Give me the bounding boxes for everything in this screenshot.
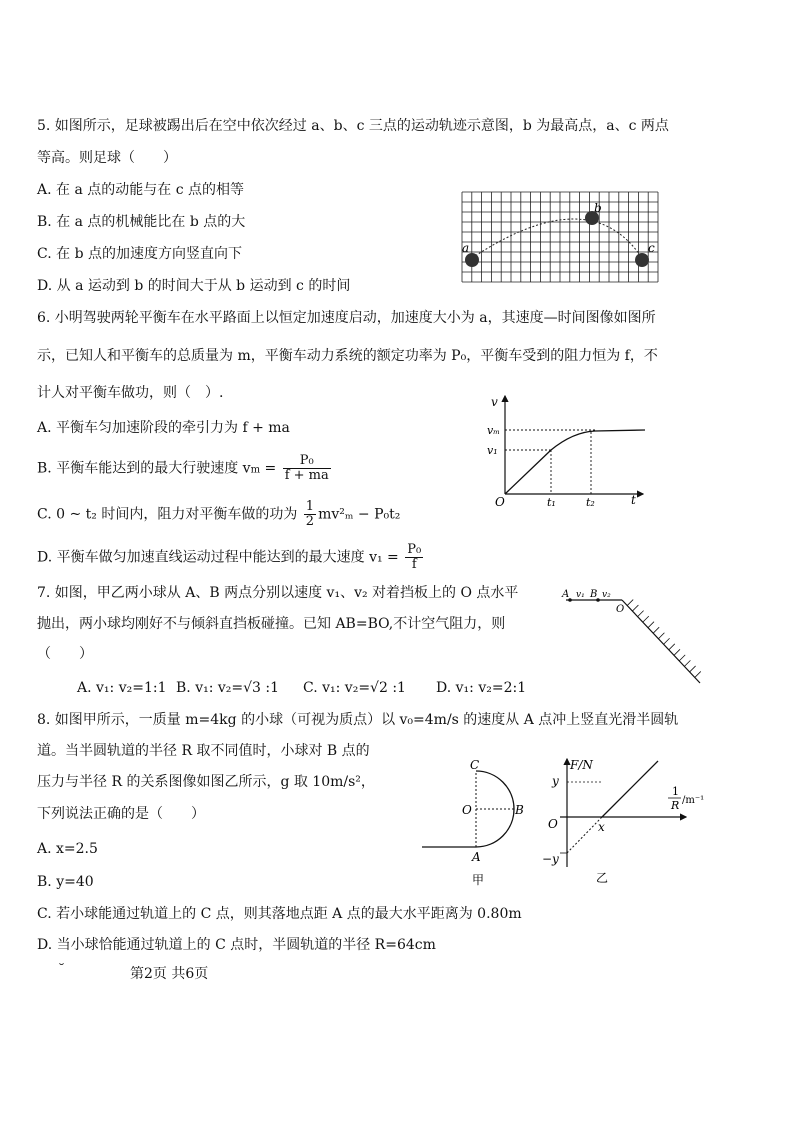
board-hatch: [669, 644, 675, 650]
q8-option-a: A. x=2.5: [37, 841, 98, 857]
q6-stem-line1: 6. 小明驾驶两轮平衡车在水平路面上以恒定加速度启动，加速度大小为 a，其速度—时间图像如图所: [37, 310, 656, 326]
board-hatch: [679, 655, 685, 661]
q8-graph-line: [602, 761, 658, 817]
q6-option-c-fraction: $\frac{1}{2}$: [305, 499, 315, 529]
q8-option-c: C. 若小球能通过轨道上的 C 点，则其落地点距 A 点的最大水平距离为 0.80m: [37, 906, 522, 922]
q7-figure-board: [560, 588, 710, 688]
q6-option-d-fraction: $\frac{\text{P₀}}{f}$: [407, 542, 422, 572]
q6-label-t1: t₁: [547, 496, 556, 509]
q8-caption-yi: 乙: [596, 871, 609, 885]
q7-label-v1: v₁: [576, 590, 585, 600]
q7-option-a: A. v₁: v₂=1:1: [77, 680, 167, 696]
q5-label-b: b: [594, 201, 602, 215]
q6-option-b: [37, 454, 333, 483]
q8-label-c: C: [470, 758, 480, 772]
q5-label-c: c: [648, 241, 655, 255]
q8-graph-ext: [567, 817, 602, 853]
board-hatch: [648, 622, 654, 628]
q8-figure-yi: [540, 755, 710, 887]
q7-option-c: C. v₁: v₂=√2 :1: [303, 680, 406, 696]
q8-option-d: D. 当小球恰能通过轨道上的 C 点时，半圆轨道的半径 R=64cm: [37, 937, 436, 953]
q5-option-d: D. 从 a 运动到 b 的时间大于从 b 运动到 c 的时间: [37, 278, 351, 294]
q8-label-a: A: [472, 850, 481, 864]
q7-label-v2: v₂: [602, 590, 611, 600]
board-hatch: [632, 605, 638, 611]
q6-vt-graph: [485, 392, 650, 507]
q8-caption-jia: 甲: [472, 873, 485, 887]
q8-label-o: O: [462, 803, 472, 817]
q8-label-o: O: [548, 817, 558, 831]
q6-label-v1: v₁: [487, 444, 498, 457]
q7-stem-line1: 7. 如图，甲乙两小球从 A、B 两点分别以速度 v₁、v₂ 对着挡板上的 O 点水平: [37, 585, 519, 601]
q7-label-o: O: [616, 604, 625, 615]
q8-label-rinv-den: R: [671, 799, 680, 812]
q5-option-b: B. 在 a 点的机械能比在 b 点的大: [37, 214, 246, 230]
q8-stem-line1: 8. 如图甲所示，一质量 m=4kg 的小球（可视为质点）以 v₀=4m/s 的速度从 A 点冲上竖直光滑半圆轨: [37, 712, 679, 728]
q6-label-v: v: [491, 395, 498, 409]
q5-figure-grid: [460, 190, 660, 290]
q8-label-rinv-num: 1: [672, 785, 679, 798]
q6-option-b-text: B. 平衡车能达到的最大行驶速度 v: [37, 460, 251, 477]
q7-inclined-board: [622, 600, 700, 683]
q5-ball-a: [465, 253, 479, 267]
q8-stem-line2: 道。当半圆轨道的半径 R 取不同值时，小球对 B 点的: [37, 743, 370, 759]
q8-label-neg-y: −y: [542, 852, 559, 866]
board-hatch: [653, 627, 659, 633]
q7-label-b: B: [590, 589, 598, 600]
q6-label-t2: t₂: [586, 496, 595, 509]
q8-label-f: F/N: [570, 758, 593, 772]
footer-mark: ˘: [58, 962, 65, 978]
q8-label-b: B: [515, 803, 524, 817]
q6-label-o: O: [495, 495, 505, 509]
board-hatch: [695, 671, 701, 677]
board-hatch: [684, 660, 690, 666]
q6-option-c: [37, 500, 400, 529]
board-hatch: [658, 633, 664, 639]
q6-curve: [551, 430, 645, 450]
q7-option-b: B. v₁: v₂=√3 :1: [176, 680, 280, 696]
board-hatch: [643, 616, 649, 622]
board-hatch: [664, 638, 670, 644]
q6-option-a: A. 平衡车匀加速阶段的牵引力为 f + ma: [37, 420, 290, 436]
q6-option-b-fraction: $\frac{\text{P₀}}{f + ma}$: [284, 453, 329, 483]
q7-label-a: A: [562, 589, 570, 600]
q8-stem-line4: 下列说法正确的是（ ）: [37, 806, 205, 822]
q6-stem-line2: 示，已知人和平衡车的总质量为 m，平衡车动力系统的额定功率为 P₀，平衡车受到的阻力恒为 f，不: [37, 348, 658, 364]
q6-option-b-sub: m: [250, 464, 261, 476]
q5-option-c: C. 在 b 点的加速度方向竖直向下: [37, 246, 242, 262]
q7-stem-line2: 抛出，两小球均刚好不与倾斜直挡板碰撞。已知 AB=BO,不计空气阻力，则: [37, 616, 506, 632]
q8-label-rinv-unit: /m⁻¹: [682, 795, 705, 806]
board-hatch: [690, 666, 696, 672]
q8-option-b: B. y=40: [37, 874, 94, 890]
q6-option-d: [37, 543, 425, 572]
q6-option-c-post: mv²ₘ − P₀t₂: [318, 506, 401, 523]
q6-option-d-text: D. 平衡车做匀加速直线运动过程中能达到的最大速度 v₁ =: [37, 549, 404, 566]
q6-option-c-text: C. 0 ~ t₂ 时间内，阻力对平衡车做的功为: [37, 506, 302, 523]
q6-stem-line3: 计人对平衡车做功，则（ ）.: [37, 385, 224, 401]
q6-label-vm: vₘ: [487, 424, 500, 437]
q6-option-b-eq: =: [260, 460, 281, 477]
q6-linear-segment: [505, 450, 551, 494]
q5-option-a: A. 在 a 点的动能与在 c 点的相等: [37, 182, 244, 198]
q8-figure-jia: [418, 758, 528, 888]
page-number: 第2页 共6页: [130, 966, 209, 982]
q5-stem-line1: 5. 如图所示，足球被踢出后在空中依次经过 a、b、c 三点的运动轨迹示意图，b 为最高点，a、c 两点: [37, 118, 669, 134]
board-hatch: [638, 611, 644, 617]
q5-ball-c: [635, 253, 649, 267]
q7-option-d: D. v₁: v₂=2:1: [436, 680, 527, 696]
q8-stem-line3: 压力与半径 R 的关系图像如图乙所示，g 取 10m/s²，: [37, 774, 375, 790]
q5-label-a: a: [462, 241, 470, 255]
q8-label-y: y: [552, 774, 559, 788]
q6-label-t: t: [631, 493, 636, 507]
q7-stem-line3: （ ）: [37, 646, 93, 662]
q5-stem-line2: 等高。则足球（ ）: [37, 150, 177, 166]
board-hatch: [627, 600, 633, 606]
q8-label-x: x: [598, 820, 605, 834]
board-hatch: [674, 649, 680, 655]
